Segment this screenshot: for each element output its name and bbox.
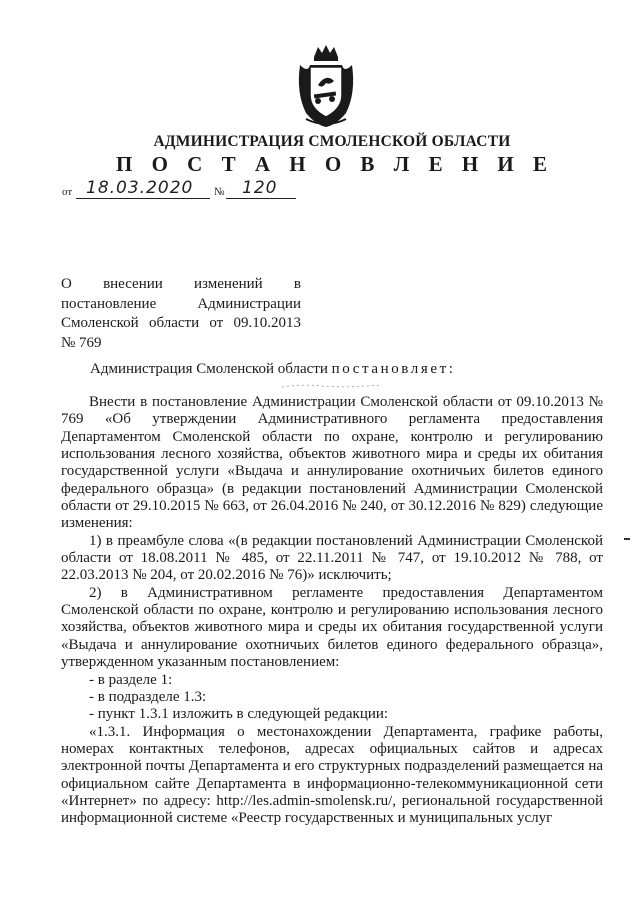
- margin-mark: [624, 538, 630, 540]
- document-body: [61, 394, 603, 828]
- subject-line: О внесении изменений в: [61, 276, 301, 292]
- organization-name: АДМИНИСТРАЦИЯ СМОЛЕНСКОЙ ОБЛАСТИ: [153, 133, 511, 150]
- document-title: П О С Т А Н О В Л Е Н И Е: [115, 152, 554, 176]
- number-underline: [226, 198, 296, 199]
- number-value: 120: [242, 178, 278, 198]
- document-subject: [61, 275, 301, 353]
- date-underline: [76, 198, 210, 199]
- date-value: 18.03.2020: [86, 178, 194, 198]
- subject-line: № 769: [61, 334, 102, 351]
- item-2-paragraph: 2) в Административном регламенте предоставления Департаментом Смоленской области по охране, контролю и регулированию использования лесного хозяйства, объектов животного мира и среды их обитания государственной услуги «Выдача и аннулирование охотничьих билетов единого федерального образца», утвержденном указанным постановлением:: [61, 584, 603, 671]
- quoted-paragraph: «1.3.1. Информация о местонахождении Департамента, графике работы, номерах контактных телефонов, адресах официальных сайтов и адресах электронной почты Департамента и его структурных подразделений размещается на официальном сайте Департамента в информационно-телекоммуникационной сети «Интернет» по адресу: http://les.admin-smolensk.ru/, региональной государственной информационной системе «Реестр государственных и муниципальных услуг: [61, 723, 603, 827]
- number-label: №: [214, 186, 225, 198]
- subject-line: Смоленской области от 09.10.2013: [61, 315, 301, 331]
- subject-line: постановление Администрации: [61, 295, 301, 312]
- scan-artifact: [282, 383, 382, 389]
- date-label: от: [62, 186, 73, 198]
- decree-statement: [90, 361, 456, 378]
- decree-verb: постановляет:: [331, 361, 456, 377]
- sub-item-line: - пункт 1.3.1 изложить в следующей редакции:: [89, 706, 389, 723]
- item-1-paragraph: 1) в преамбуле слова «(в редакции постановлений Администрации Смоленской области от 18.08.2011 № 485, от 22.11.2011 № 747, от 19.10.2012 № 788, от 22.03.2013 № 204, от 20.02.2016 № 76)» исключить;: [61, 532, 603, 584]
- sub-item-line: - в подразделе 1.3:: [89, 688, 207, 705]
- date-number-line: [62, 176, 382, 202]
- coat-of-arms-emblem: [292, 43, 360, 129]
- sub-item-line: - в разделе 1:: [89, 671, 173, 688]
- decree-lead: Администрация Смоленской области: [90, 361, 328, 377]
- intro-paragraph: Внести в постановление Администрации Смоленской области от 09.10.2013 № 769 «Об утверждении Административного регламента предоставления Департаментом Смоленской области по охране, контролю и регулированию использования лесного хозяйства, объектов животного мира и среды их обитания государственной услуги «Выдача и аннулирование охотничьих билетов единого федерального образца» (в редакции постановлений Администрации Смоленской области от 29.10.2015 № 663, от 26.04.2016 № 240, от 30.12.2016 № 829) следующие изменения:: [61, 394, 603, 532]
